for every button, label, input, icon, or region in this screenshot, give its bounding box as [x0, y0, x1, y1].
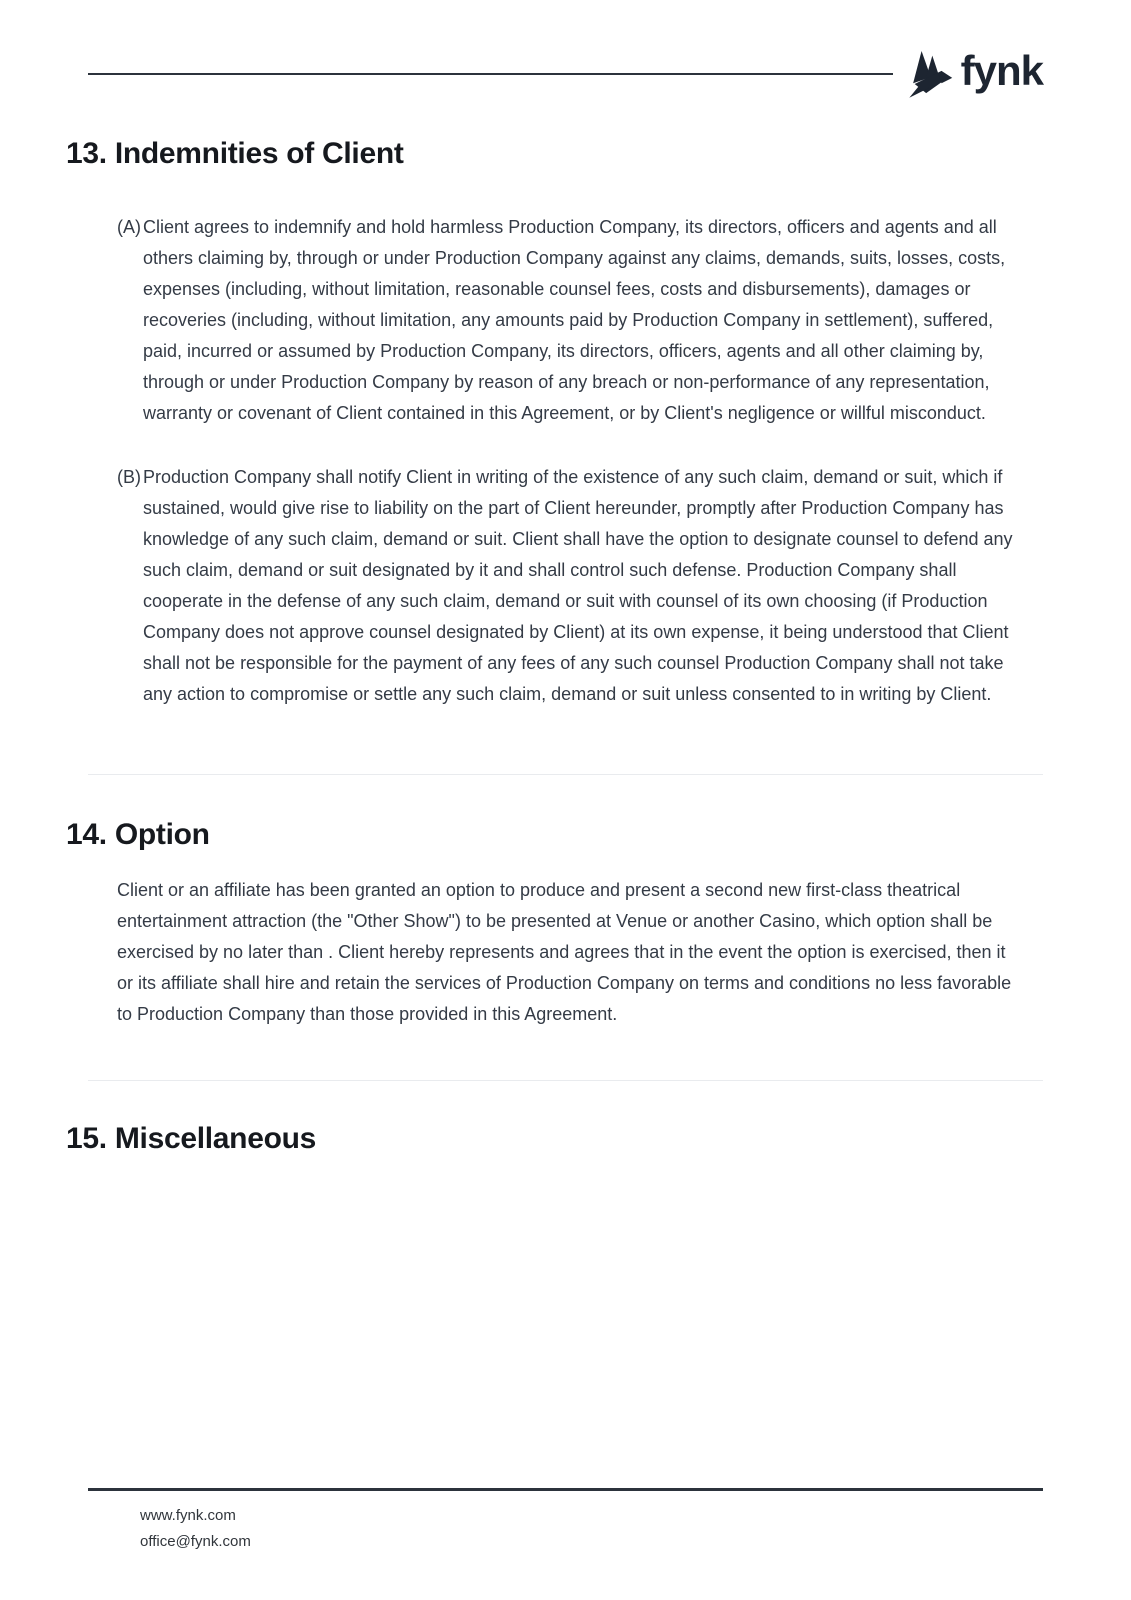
clause-text-a: Client agrees to indemnify and hold harmless Production Company, its directors, officers and agents and all others claiming by, through or under Production Company against any claims, demands, suits, losses, costs, expenses (including, without limitation, reasonable counsel fees, costs and disbursements), damages or recoveries (including, without limitation, any amounts paid by Production Company in settlement), suffered, paid, incurred or assumed by Production Company, its directors, officers, agents and all other claiming by, through or under Production Company by reason of any breach or non-performance of any representation, warranty or covenant of Client contained in this Agreement, or by Client's negligence or willful misconduct.: [143, 217, 1006, 423]
section-divider: [88, 1080, 1043, 1081]
clause-item-b: [117, 462, 1043, 710]
fynk-logo: [907, 47, 1043, 101]
clause-marker-b: (B): [117, 467, 141, 487]
section-divider: [88, 774, 1043, 775]
clause-text-b: Production Company shall notify Client in writing of the existence of any such claim, demand or suit, which if sustained, would give rise to liability on the part of Client hereunder, promptly after Production Company has knowledge of any such claim, demand or suit. Client shall have the option to designate counsel to defend any such claim, demand or suit designated by it and shall control such defense. Production Company shall cooperate in the defense of any such claim, demand or suit with counsel of its own choosing (if Production Company does not approve counsel designated by Client) at its own expense, it being understood that Client shall not be responsible for the payment of any fees of any such counsel Production Company shall not take any action to compromise or settle any such claim, demand or suit unless consented to in writing by Client.: [143, 467, 1013, 704]
header-rule-line: [88, 73, 893, 75]
document-footer: [88, 1488, 1043, 1555]
section-13-heading: 13. Indemnities of Client: [66, 137, 404, 170]
section-14-body: Client or an affiliate has been granted an option to produce and present a second new first-class theatrical entertainment attraction (the "Other Show") to be presented at Venue or another Casino, which option shall be exercised by no later than . Client hereby represents and agrees that in the event the option is exercised, then it or its affiliate shall hire and retain the services of Production Company on terms and conditions no less favorable to Production Company than those provided in this Agreement.: [117, 880, 1012, 1024]
footer-website: www.fynk.com: [140, 1507, 236, 1524]
origami-bird-icon: [907, 47, 953, 101]
clause-item-a: [117, 212, 1043, 429]
section-13-clauses: [0, 212, 1131, 710]
section-14-heading: 14. Option: [66, 818, 210, 851]
footer-email: office@fynk.com: [140, 1533, 251, 1550]
brand-name: fynk: [960, 47, 1043, 94]
section-15-heading: 15. Miscellaneous: [66, 1122, 317, 1155]
document-header: [0, 0, 1131, 102]
clause-marker-a: (A): [117, 217, 141, 237]
